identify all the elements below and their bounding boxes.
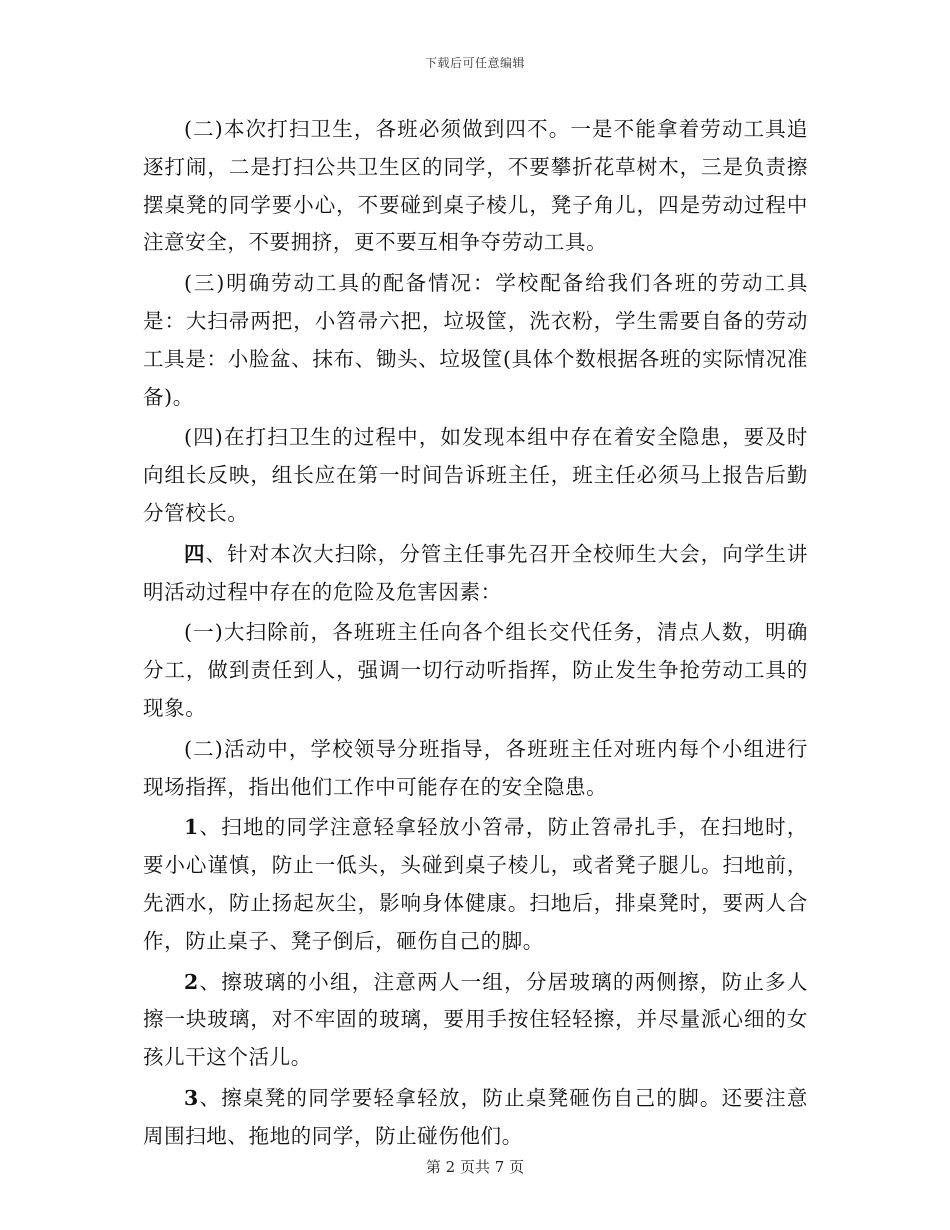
item-number: 2 xyxy=(184,969,199,994)
item-number: 3 xyxy=(184,1085,199,1110)
page-footer: 第 2 页共 7 页 xyxy=(425,1158,525,1176)
paragraph-text: 、擦玻璃的小组，注意两人一组，分居玻璃的两侧擦，防止多人擦一块玻璃，对不牢固的玻璃，要用手按住轻轻擦，并尽量派心细的女孩儿干这个活儿。 xyxy=(143,969,808,1070)
page-header: 下载后可任意编辑 xyxy=(424,56,525,70)
paragraph-text: (二)本次打扫卫生，各班必须做到四不。一是不能拿着劳动工具追逐打闹，二是打扫公共卫生区的同学，不要攀折花草树木，三是负责擦摆桌凳的同学要小心，不要碰到桌子棱儿，凳子角儿，四是劳动过程中注意安全，不要拥挤，更不要互相争夺劳动工具。 xyxy=(143,117,808,255)
document-body xyxy=(143,111,808,1159)
paragraph-item-sweeping xyxy=(143,809,808,960)
paragraph-text: (三)明确劳动工具的配备情况：学校配备给我们各班的劳动工具是：大扫帚两把，小笤帚六把，垃圾筐，洗衣粉，学生需要自备的劳动工具是：小脸盆、抹布、锄头、垃圾筐(具体个数根据各班的实际情况准备)。 xyxy=(143,271,808,409)
paragraph-reporting xyxy=(143,419,808,532)
paragraph-during-activity xyxy=(143,731,808,807)
paragraph-text: (四)在打扫卫生的过程中，如发现本组中存在着安全隐患，要及时向组长反映，组长应在第一时间告诉班主任，班主任必须马上报告后勤分管校长。 xyxy=(143,425,808,525)
paragraph-text: 、扫地的同学注意轻拿轻放小笤帚，防止笤帚扎手，在扫地时，要小心谨慎，防止一低头，头碰到桌子棱儿，或者凳子腿儿。扫地前，先洒水，防止扬起灰尘，影响身体健康。扫地后，排桌凳时，要两人合作，防止桌子、凳子倒后，砸伤自己的脚。 xyxy=(143,815,808,953)
item-number: 1 xyxy=(184,815,199,840)
paragraph-section-four xyxy=(143,536,808,612)
paragraph-safety-rules xyxy=(143,111,808,262)
paragraph-text: 、针对本次大扫除，分管主任事先召开全校师生大会，向学生讲明活动过程中存在的危险及危害因素： xyxy=(143,541,808,604)
paragraph-item-glass xyxy=(143,964,808,1077)
paragraph-tools xyxy=(143,265,808,416)
paragraph-text: (一)大扫除前，各班班主任向各个组长交代任务，清点人数，明确分工，做到责任到人，强调一切行动听指挥，防止发生争抢劳动工具的现象。 xyxy=(143,620,808,720)
section-number: 四 xyxy=(184,541,206,566)
paragraph-text: (二)活动中，学校领导分班指导，各班班主任对班内每个小组进行现场指挥，指出他们工作中可能存在的安全隐患。 xyxy=(143,736,808,799)
paragraph-before-cleaning xyxy=(143,614,808,727)
paragraph-item-desks xyxy=(143,1080,808,1156)
paragraph-text: 、擦桌凳的同学要轻拿轻放，防止桌凳砸伤自己的脚。还要注意周围扫地、拖地的同学，防止碰伤他们。 xyxy=(143,1085,808,1148)
